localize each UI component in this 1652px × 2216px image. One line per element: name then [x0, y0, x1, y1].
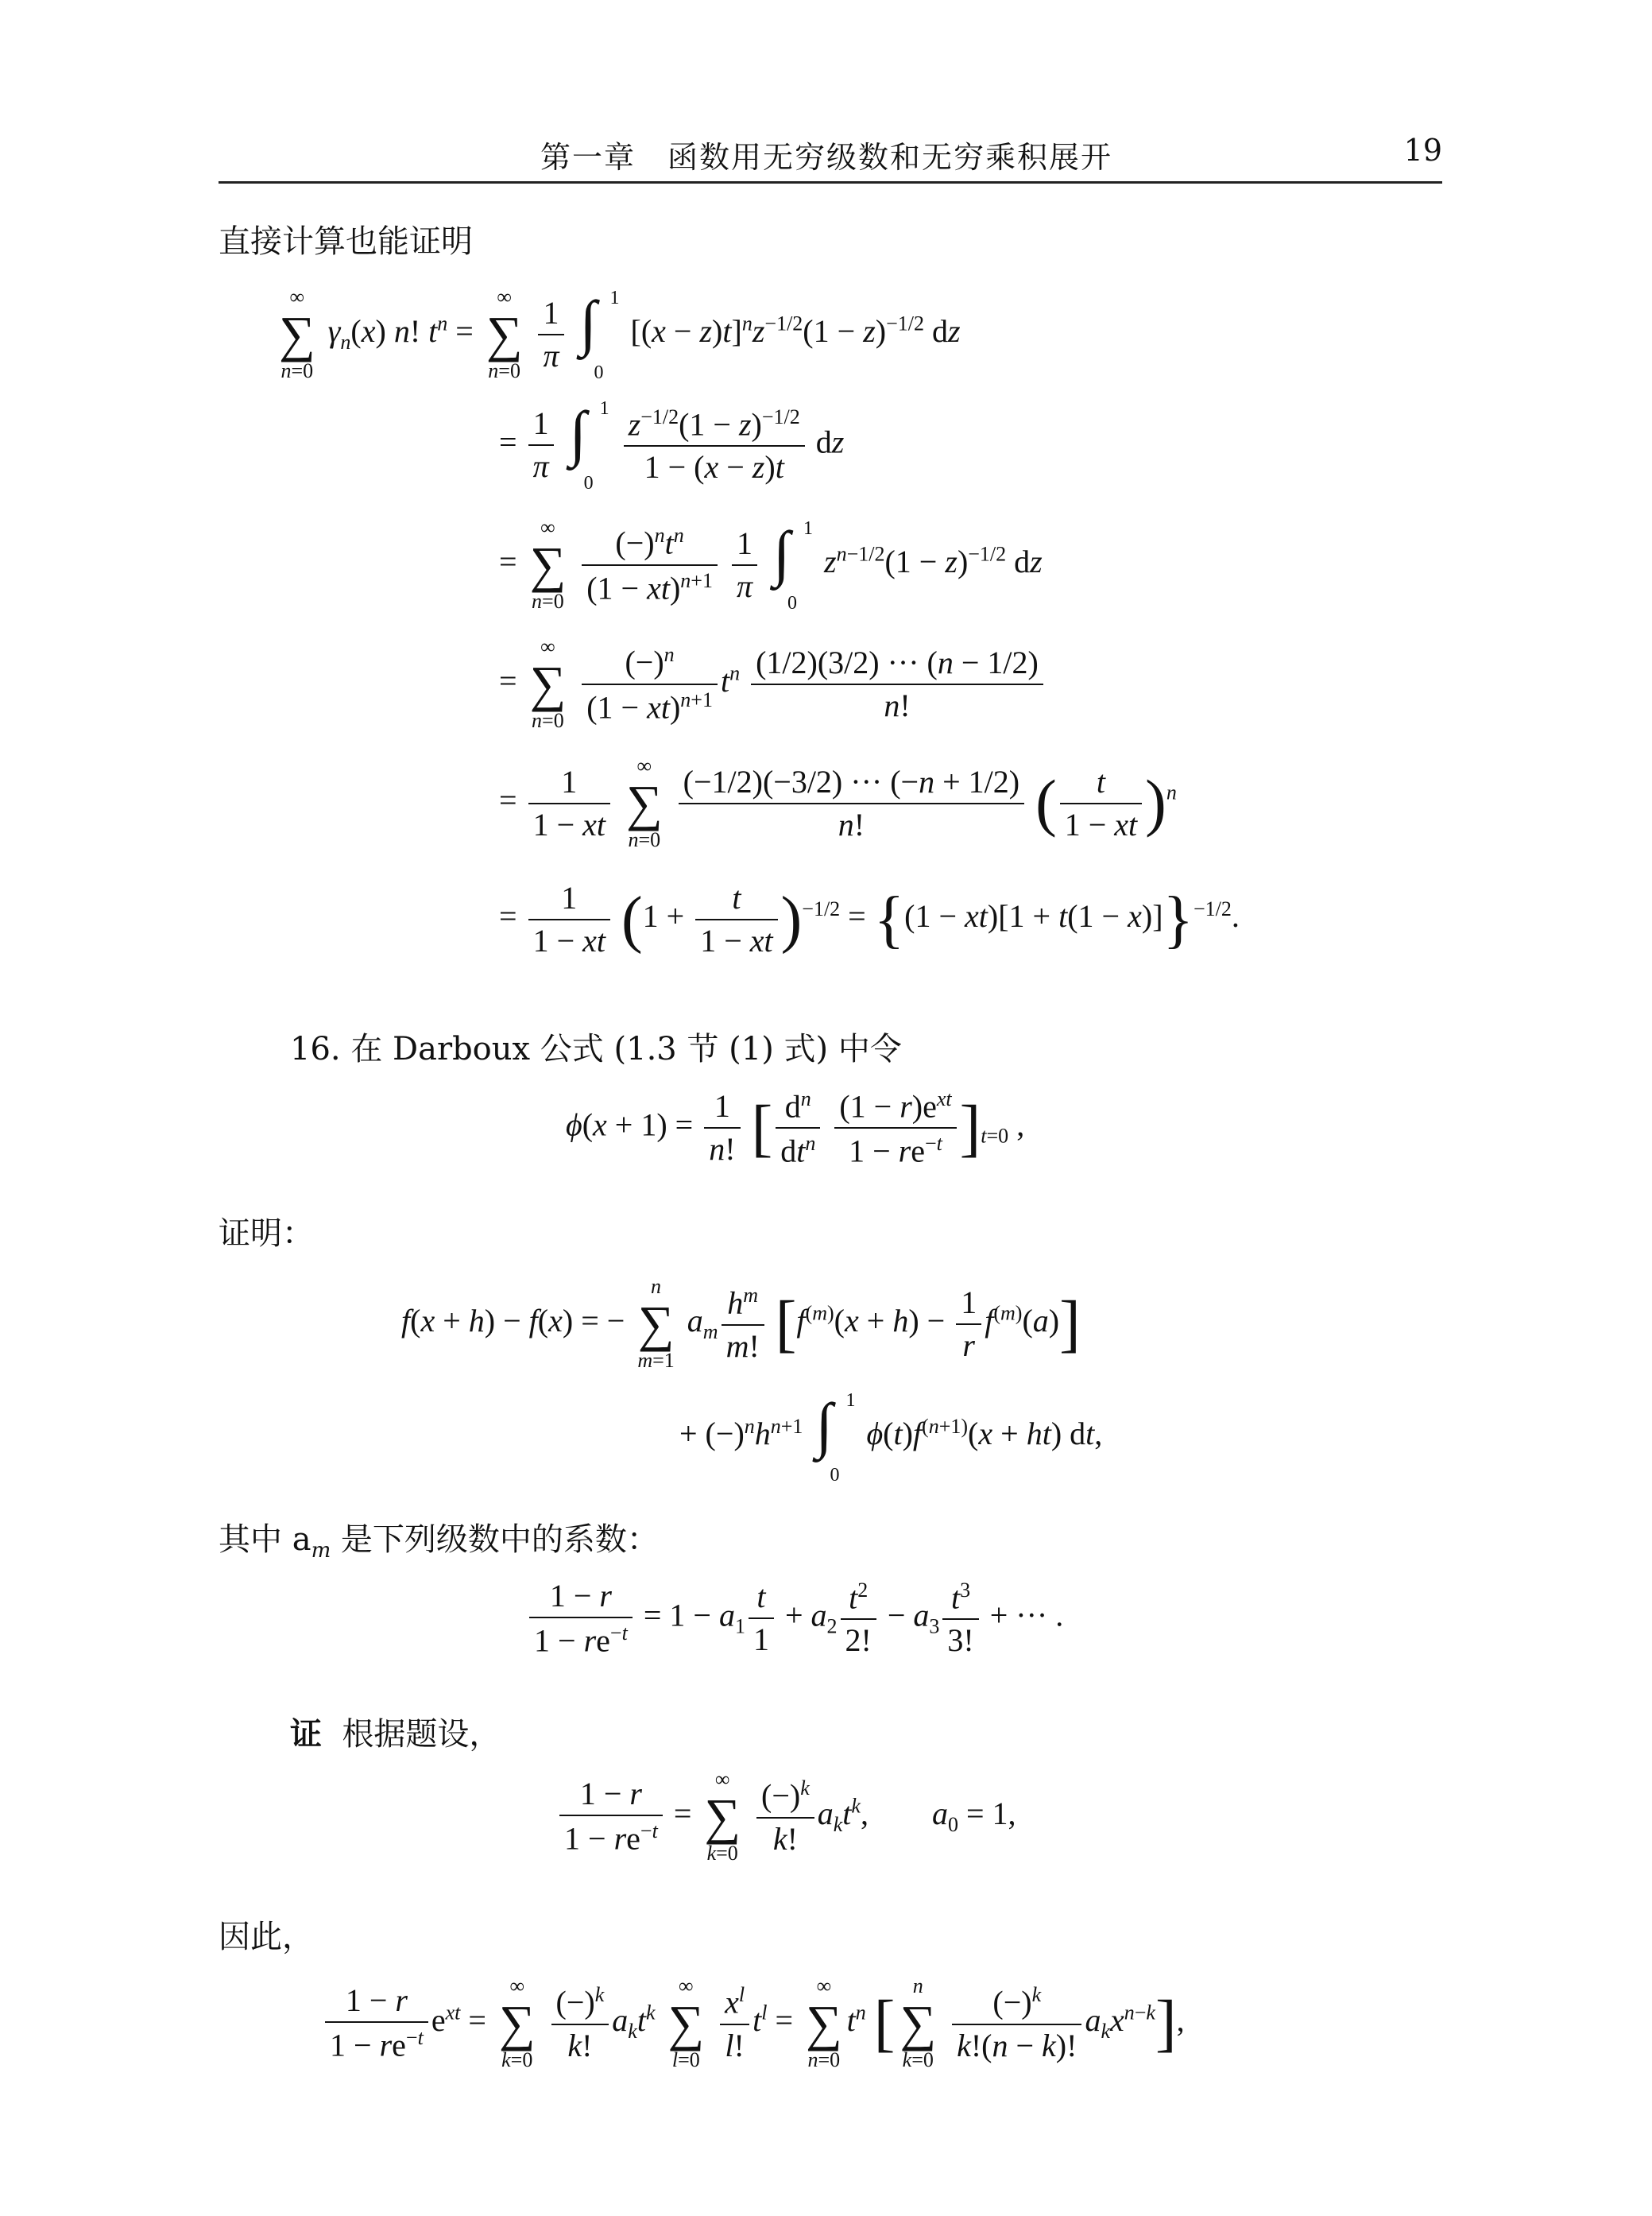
problem-statement: 16. 在 Darboux 公式 (1.3 节 (1) 式) 中令 [290, 1031, 902, 1067]
equation-given: $\frac{1 - r}{1 - re^{-t}}$ = ∞ ∑ k=0 $\frac{(-)^k}{k!}$ $a_kt^k$, $a_0 = 1$, [556, 1769, 1016, 1865]
equation-line-3: = ∞ ∑ n=0 $\frac{(-)^nt^n}{(1 - xt)^{n+1}}$ $\frac{1}{\pi}$ ∫ 1 0 $z^{n-1/2}(1 - z)^{-1/2}$ dz [499, 516, 1043, 614]
proof-text: 根据题设， [342, 1716, 501, 1753]
proof-label: 证 [290, 1715, 322, 1753]
equation-line-1: ∞ ∑ n=0 $\gamma_n(x)$ n! $t^n$ = ∞ ∑ n=0 $\frac{1}{\pi}$ ∫ 1 0 $[(x - z)t]^nz^{-1/2}(1 - z)^{-1/2}$ dz [279, 285, 961, 383]
therefore-text: 因此， [219, 1919, 314, 1955]
page-number: 19 [1403, 133, 1442, 168]
running-header [219, 131, 1442, 179]
equation-line-6: = $\frac{1}{1 - xt}$ (1 + $\frac{t}{1 - xt}$ )$^{-1/2} = \{(1 - xt)[1 + t(1 - x)]\}^{-1/2}$. [499, 880, 1240, 959]
equation-series: $\frac{1 - r}{1 - re^{-t}}$ = $1 - a_1$ $\frac{t}{1}$ + $a_2$ $\frac{t^2}{2!}$ − $a_3$ $\frac{t^3}{3!}$ + ··· . [526, 1580, 1063, 1656]
coefficients-text [219, 1514, 659, 1563]
proof-line [290, 1709, 501, 1754]
where-rest: 是下列级数中的系数： [331, 1521, 659, 1558]
header-rule [219, 181, 1442, 184]
equation-line-2: = $\frac{1}{\pi}$ ∫ 1 0 $\frac{z^{-1/2}(1 - z)^{-1/2}}{1 - (x - z)t}$ dz [499, 398, 845, 494]
equation-product: $\frac{1 - r}{1 - re^{-t}}$ $e^{xt}$ = ∞ ∑ k=0 $\frac{(-)^k}{k!}$ $a_kt^k$ ∞ ∑ l=0 $\frac{x^l}{l!}$ $t^l$ = ∞ ∑ n=0 $t^n$ [ n ∑ k=0 $\frac{(-)^k}{k!(n - k)!}$ $a_kx^{n-k}$], [322, 1975, 1185, 2071]
equation-phi: ϕ(x + 1) = $\frac{1}{n!}$ [ $\frac{d^n}{dt^n}$ $\frac{(1 - r)e^{xt}}{1 - re^{-t}}$ ]$_{t=0}$ , [566, 1087, 1025, 1169]
where-prefix: 其中 a [219, 1521, 311, 1558]
equation-line-5: = $\frac{1}{1 - xt}$ ∞ ∑ n=0 $\frac{(-1/2)(-3/2) \cdot\cdot\cdot (-n + 1/2)}{n!}$ ( $\frac{t}{1 - xt}$ )$^n$ [499, 754, 1177, 851]
equation-darboux-2: + $(-)^nh^{n+1}$ ∫ 1 0 $\phi(t)f^{(n+1)}(x + ht)$ dt, [679, 1390, 1103, 1486]
prove-label: 证明： [219, 1215, 314, 1252]
where-sub: m [311, 1539, 331, 1563]
equation-line-4: = ∞ ∑ n=0 $\frac{(-)^n}{(1 - xt)^{n+1}}$ $t^n$ $\frac{(1/2)(3/2) \cdot\cdot\cdot (n - 1/2)}{n!}$ [499, 636, 1047, 732]
equation-darboux-1: f(x + h) − f(x) = − n ∑ m=1 $a_m$ $\frac{h^m}{m!}$ [$f^{(m)}(x + h)$ − $\frac{1}{r}$ $f^{(m)}(a)$] [401, 1275, 1081, 1372]
intro-text: 直接计算也能证明 [219, 223, 473, 260]
chapter-title: 第一章 函数用无穷级数和无穷乘积展开 [540, 140, 1113, 175]
